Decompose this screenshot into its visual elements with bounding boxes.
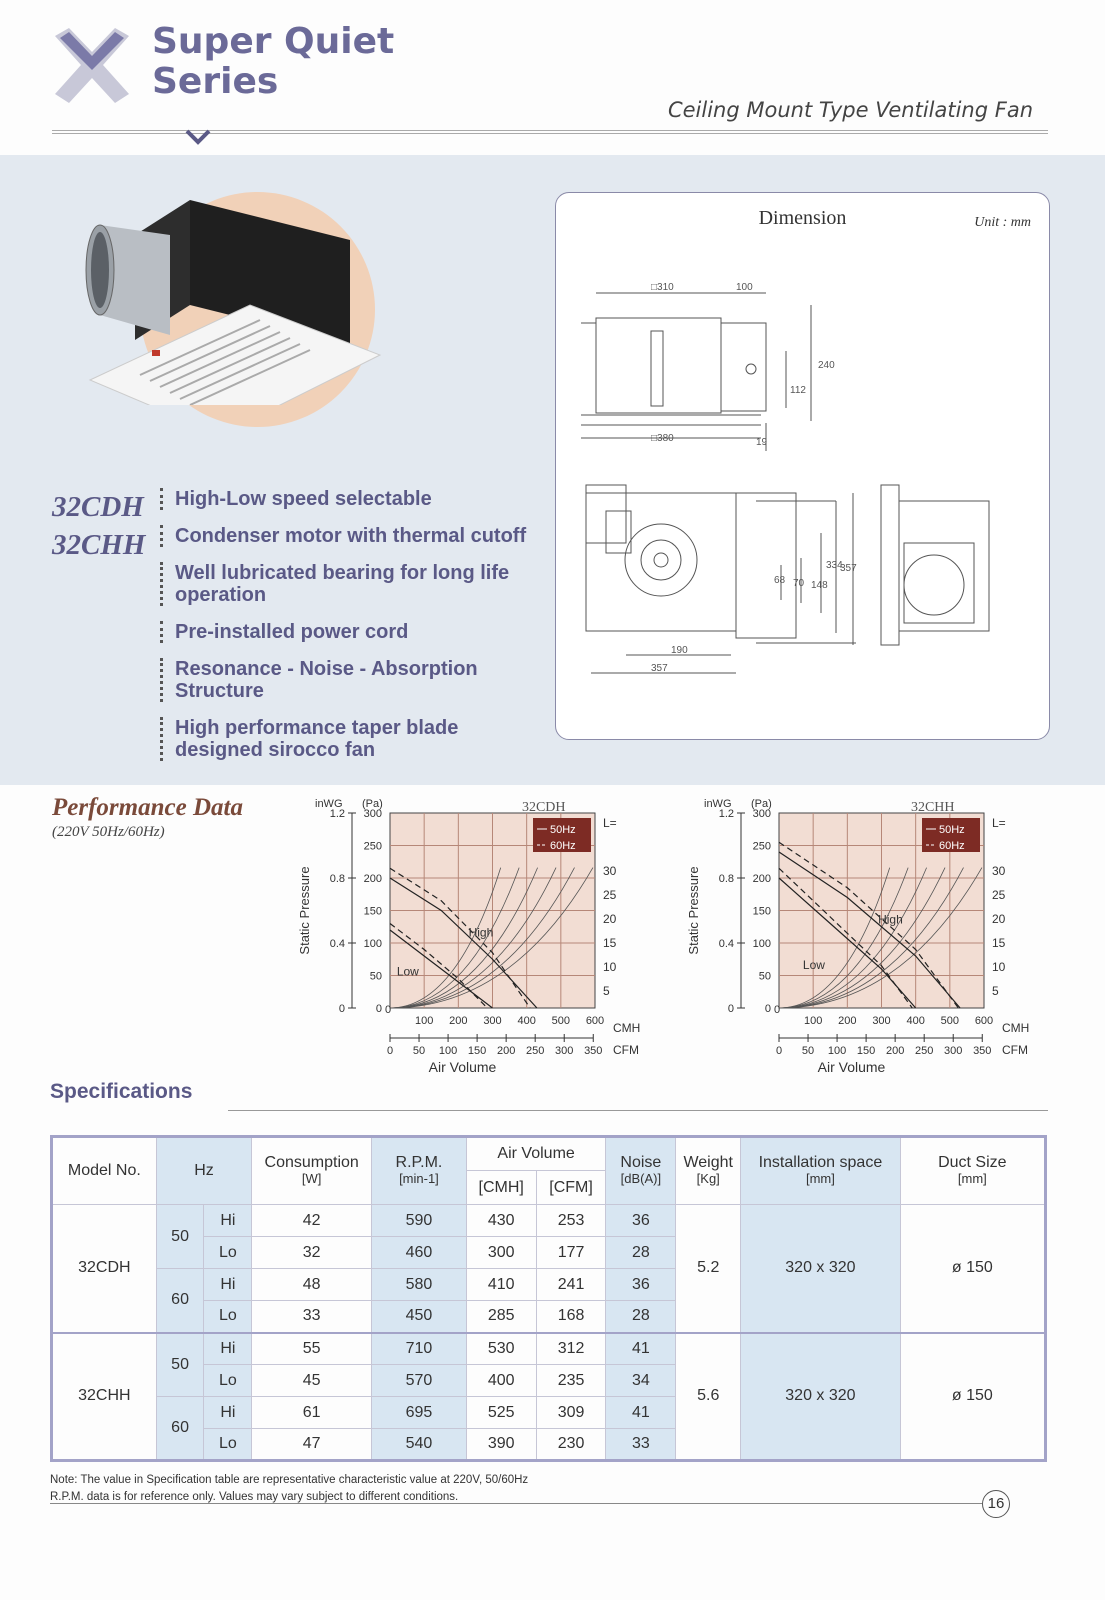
cell-model: 32CDH [52,1205,157,1333]
y2-tick-label: 1.2 [329,808,345,820]
cell-cmh: 400 [466,1365,536,1397]
y-tick-label: 250 [363,840,382,853]
cell-noise: 41 [606,1333,676,1365]
performance-chart-32chh [684,798,1044,1098]
x2-tick-label: 300 [944,1045,963,1057]
cell-consumption: 61 [252,1397,372,1429]
dim-label: 68 [774,575,786,586]
header-label: Duct Size [938,1154,1007,1171]
x2-tick-label: 100 [827,1045,847,1057]
cell-cmh: 285 [466,1301,536,1333]
header-unit: [Kg] [696,1171,720,1186]
cell-duct: ø 150 [900,1333,1045,1461]
cell-cmh: 390 [466,1429,536,1461]
l-tick-label: 30 [992,864,1006,878]
y-tick-label: 50 [758,970,771,983]
cell-noise: 41 [606,1397,676,1429]
feature-item: Pre-installed power cord [160,621,550,643]
l-tick-label: 15 [603,936,617,950]
dimension-title: Dimension [758,207,847,229]
cell-noise: 28 [606,1237,676,1269]
col-header-consumption [252,1137,372,1205]
x-axis-label: Air Volume [428,1059,497,1075]
table-row [52,1333,1046,1365]
cell-model: 32CHH [52,1333,157,1461]
cell-speed: Hi [204,1269,252,1301]
y-tick-label: 300 [363,808,382,820]
y-unit: inWG [704,798,732,810]
cell-install: 320 x 320 [741,1205,900,1333]
x-tick-label: 600 [585,1015,605,1027]
y-unit2: (Pa) [362,798,383,810]
l-label: L= [992,816,1006,830]
cell-consumption: 32 [252,1237,372,1269]
x-tick-label: 200 [449,1015,468,1027]
cell-consumption: 47 [252,1429,372,1461]
cell-rpm: 460 [372,1237,467,1269]
cell-consumption: 42 [252,1205,372,1237]
x2-tick-label: 250 [915,1045,934,1057]
l-tick-label: 25 [992,888,1006,902]
model-name: 32CHH [52,529,146,561]
specifications-body [52,1205,1046,1461]
cell-noise: 28 [606,1301,676,1333]
page-subtitle: Ceiling Mount Type Ventilating Fan [667,98,1033,122]
dim-label: 70 [793,578,805,589]
performance-chart-32cdh [295,798,655,1098]
dimension-panel [555,192,1050,740]
dimension-drawing [556,193,1051,741]
cell-rpm: 570 [372,1365,467,1397]
table-row [52,1205,1046,1237]
cell-rpm: 540 [372,1429,467,1461]
x-zero-label: 0 [385,1004,392,1016]
cell-cfm: 312 [536,1333,606,1365]
y-axis-label: Static Pressure [297,866,312,955]
series-logo [55,28,130,103]
cell-noise: 33 [606,1429,676,1461]
y-tick-label: 100 [752,938,771,950]
cell-rpm: 590 [372,1205,467,1237]
cell-consumption: 33 [252,1301,372,1333]
l-tick-label: 10 [603,960,617,974]
x-tick-label: 500 [940,1015,960,1027]
l-tick-label: 30 [603,864,617,878]
cell-cmh: 300 [466,1237,536,1269]
annotation-high: High [878,912,903,927]
l-tick-label: 10 [992,960,1006,974]
cell-speed: Lo [204,1301,252,1333]
header-label: Weight [683,1154,733,1171]
model-list [52,488,145,564]
y-tick-label: 200 [752,873,771,885]
y2-tick-label: 0 [727,1003,734,1015]
x-tick-label: 400 [906,1015,925,1027]
cell-cmh: 410 [466,1269,536,1301]
x-tick-label: 300 [872,1015,891,1027]
cell-cmh: 530 [466,1333,536,1365]
cell-weight: 5.6 [676,1333,741,1461]
header-label: R.P.M. [395,1154,443,1171]
x-tick-label: 600 [974,1015,994,1027]
cell-cfm: 309 [536,1397,606,1429]
dimension-unit: Unit : mm [974,215,1031,230]
cell-speed: Hi [204,1205,252,1237]
cell-rpm: 450 [372,1301,467,1333]
cell-consumption: 48 [252,1269,372,1301]
x2-tick-label: 0 [775,1045,783,1057]
x2-tick-label: 0 [386,1045,394,1057]
model-name: 32CDH [52,491,144,523]
header-unit: [mm] [805,1171,835,1186]
x-unit: CMH [613,1021,641,1035]
l-label: L= [603,816,617,830]
y-tick-label: 250 [752,840,771,853]
col-header-install [741,1137,900,1205]
y-axis-label: Static Pressure [686,866,701,955]
cell-consumption: 55 [252,1333,372,1365]
header-unit: [mm] [957,1171,987,1186]
y2-tick-label: 0 [338,1003,345,1015]
col-header-cfm: [CFM] [536,1171,606,1205]
feature-list [160,488,550,776]
specifications-table [50,1135,1047,1462]
x-unit: CMH [1002,1021,1030,1035]
specifications-title: Specifications [50,1080,193,1103]
legend-label: 60Hz [550,840,576,852]
l-tick-label: 25 [603,888,617,902]
l-tick-label: 5 [603,984,610,998]
x2-tick-label: 200 [496,1045,516,1057]
y-unit2: (Pa) [751,798,772,810]
y2-tick-label: 0.4 [718,938,734,950]
y-tick-label: 150 [363,905,382,918]
cell-noise: 34 [606,1365,676,1397]
dim-label: 100 [736,282,753,293]
annotation-low: Low [396,964,419,979]
cell-consumption: 45 [252,1365,372,1397]
header-unit: [min-1] [399,1171,439,1186]
cell-rpm: 580 [372,1269,467,1301]
cell-cfm: 253 [536,1205,606,1237]
x-zero-label: 0 [774,1004,781,1016]
cell-cfm: 177 [536,1237,606,1269]
cell-rpm: 695 [372,1397,467,1429]
col-header-cmh: [CMH] [466,1171,536,1205]
annotation-low: Low [802,958,825,972]
note-line: R.P.M. data is for reference only. Values may vary subject to different conditions. [50,1491,459,1503]
x2-tick-label: 150 [467,1045,487,1057]
performance-title: Performance Data [52,794,243,821]
x2-tick-label: 350 [973,1045,992,1057]
cell-hz: 50 [156,1333,204,1397]
page-number: 16 [982,1490,1010,1518]
x-tick-label: 500 [551,1015,571,1027]
y-unit: inWG [315,798,343,810]
x2-tick-label: 50 [801,1045,815,1057]
legend-label: 50Hz [550,824,576,836]
x2-tick-label: 250 [526,1045,545,1057]
cell-speed: Hi [204,1333,252,1365]
dim-label: 112 [790,385,806,396]
cell-cmh: 430 [466,1205,536,1237]
performance-subtitle: (220V 50Hz/60Hz) [52,824,165,840]
header-label: Noise [620,1154,662,1171]
y2-tick-label: 0.8 [329,873,345,885]
l-tick-label: 15 [992,936,1006,950]
series-title: Super Quiet Series [152,21,395,102]
col-header-model: Model No. [52,1137,157,1205]
col-header-rpm [372,1137,467,1205]
l-tick-label: 20 [992,912,1006,926]
dim-label: □310 [651,282,674,293]
x-unit2: CFM [613,1043,639,1057]
header-unit: [W] [301,1171,322,1186]
col-header-duct [900,1137,1045,1205]
x-tick-label: 100 [414,1015,434,1027]
y2-tick-label: 1.2 [718,808,734,820]
x-tick-label: 100 [803,1015,823,1027]
cell-cfm: 168 [536,1301,606,1333]
dim-label: □380 [651,433,674,444]
x2-tick-label: 50 [412,1045,426,1057]
cell-speed: Hi [204,1397,252,1429]
x2-tick-label: 300 [555,1045,574,1057]
chart-title: 32CHH [910,800,955,815]
x-unit2: CFM [1002,1043,1028,1057]
footnote [50,1472,528,1506]
cell-cfm: 235 [536,1365,606,1397]
footer-rule [50,1503,982,1504]
annotation-high: High [468,925,494,940]
cell-hz: 60 [156,1397,204,1461]
cell-hz: 60 [156,1269,204,1333]
col-header-noise [606,1137,676,1205]
cell-noise: 36 [606,1205,676,1237]
chart-svg [295,798,655,1098]
col-header-hz: Hz [156,1137,252,1205]
header-unit: [dB(A)] [620,1171,662,1186]
feature-item: Resonance - Noise - Absorption Structure [160,658,550,702]
product-photo [60,195,390,405]
y-tick-label: 0 [375,1003,382,1015]
cell-noise: 36 [606,1269,676,1301]
y-tick-label: 200 [363,873,382,885]
col-header-weight [676,1137,741,1205]
dim-label: 190 [671,645,688,656]
l-tick-label: 20 [603,912,617,926]
cell-speed: Lo [204,1429,252,1461]
dim-label: 357 [840,563,857,574]
y2-tick-label: 0.4 [329,938,345,950]
l-tick-label: 5 [992,984,999,998]
cell-speed: Lo [204,1365,252,1397]
cell-cfm: 241 [536,1269,606,1301]
cell-weight: 5.2 [676,1205,741,1333]
y-tick-label: 150 [752,905,771,918]
feature-item: High-Low speed selectable [160,488,550,510]
y-tick-label: 0 [764,1003,771,1015]
legend-label: 50Hz [939,824,965,836]
header-label: Consumption [264,1154,359,1171]
cell-speed: Lo [204,1237,252,1269]
x2-tick-label: 200 [885,1045,905,1057]
dim-label: 334 [826,560,843,571]
cell-rpm: 710 [372,1333,467,1365]
x-axis-label: Air Volume [817,1059,886,1075]
section-rule [228,1110,1048,1111]
legend-label: 60Hz [939,840,965,852]
dim-label: 19 [756,437,768,448]
cell-cfm: 230 [536,1429,606,1461]
x-tick-label: 200 [838,1015,857,1027]
feature-item: High performance taper blade designed sirocco fan [160,717,550,761]
col-header-air-volume: Air Volume [466,1137,606,1171]
chevron-down-icon [184,128,212,146]
x-tick-label: 300 [483,1015,502,1027]
header-label: Installation space [758,1154,883,1171]
dim-label: 148 [811,580,828,591]
y-tick-label: 300 [752,808,771,820]
y2-tick-label: 0.8 [718,873,734,885]
cell-hz: 50 [156,1205,204,1269]
feature-item: Condenser motor with thermal cutoff [160,525,550,547]
y-tick-label: 100 [363,938,382,950]
x2-tick-label: 350 [584,1045,603,1057]
y-tick-label: 50 [369,970,382,983]
dim-label: 357 [651,663,668,674]
note-line: Note: The value in Specification table are representative characteristic value at 220V, 50/60Hz [50,1474,529,1486]
chart-title: 32CDH [521,800,566,815]
cell-duct: ø 150 [900,1205,1045,1333]
cell-install: 320 x 320 [741,1333,900,1461]
dim-label: 240 [818,360,835,371]
x2-tick-label: 150 [856,1045,876,1057]
x-tick-label: 400 [517,1015,536,1027]
feature-item: Well lubricated bearing for long life operation [160,562,550,606]
cell-cmh: 525 [466,1397,536,1429]
chart-svg [684,798,1044,1098]
x2-tick-label: 100 [438,1045,458,1057]
